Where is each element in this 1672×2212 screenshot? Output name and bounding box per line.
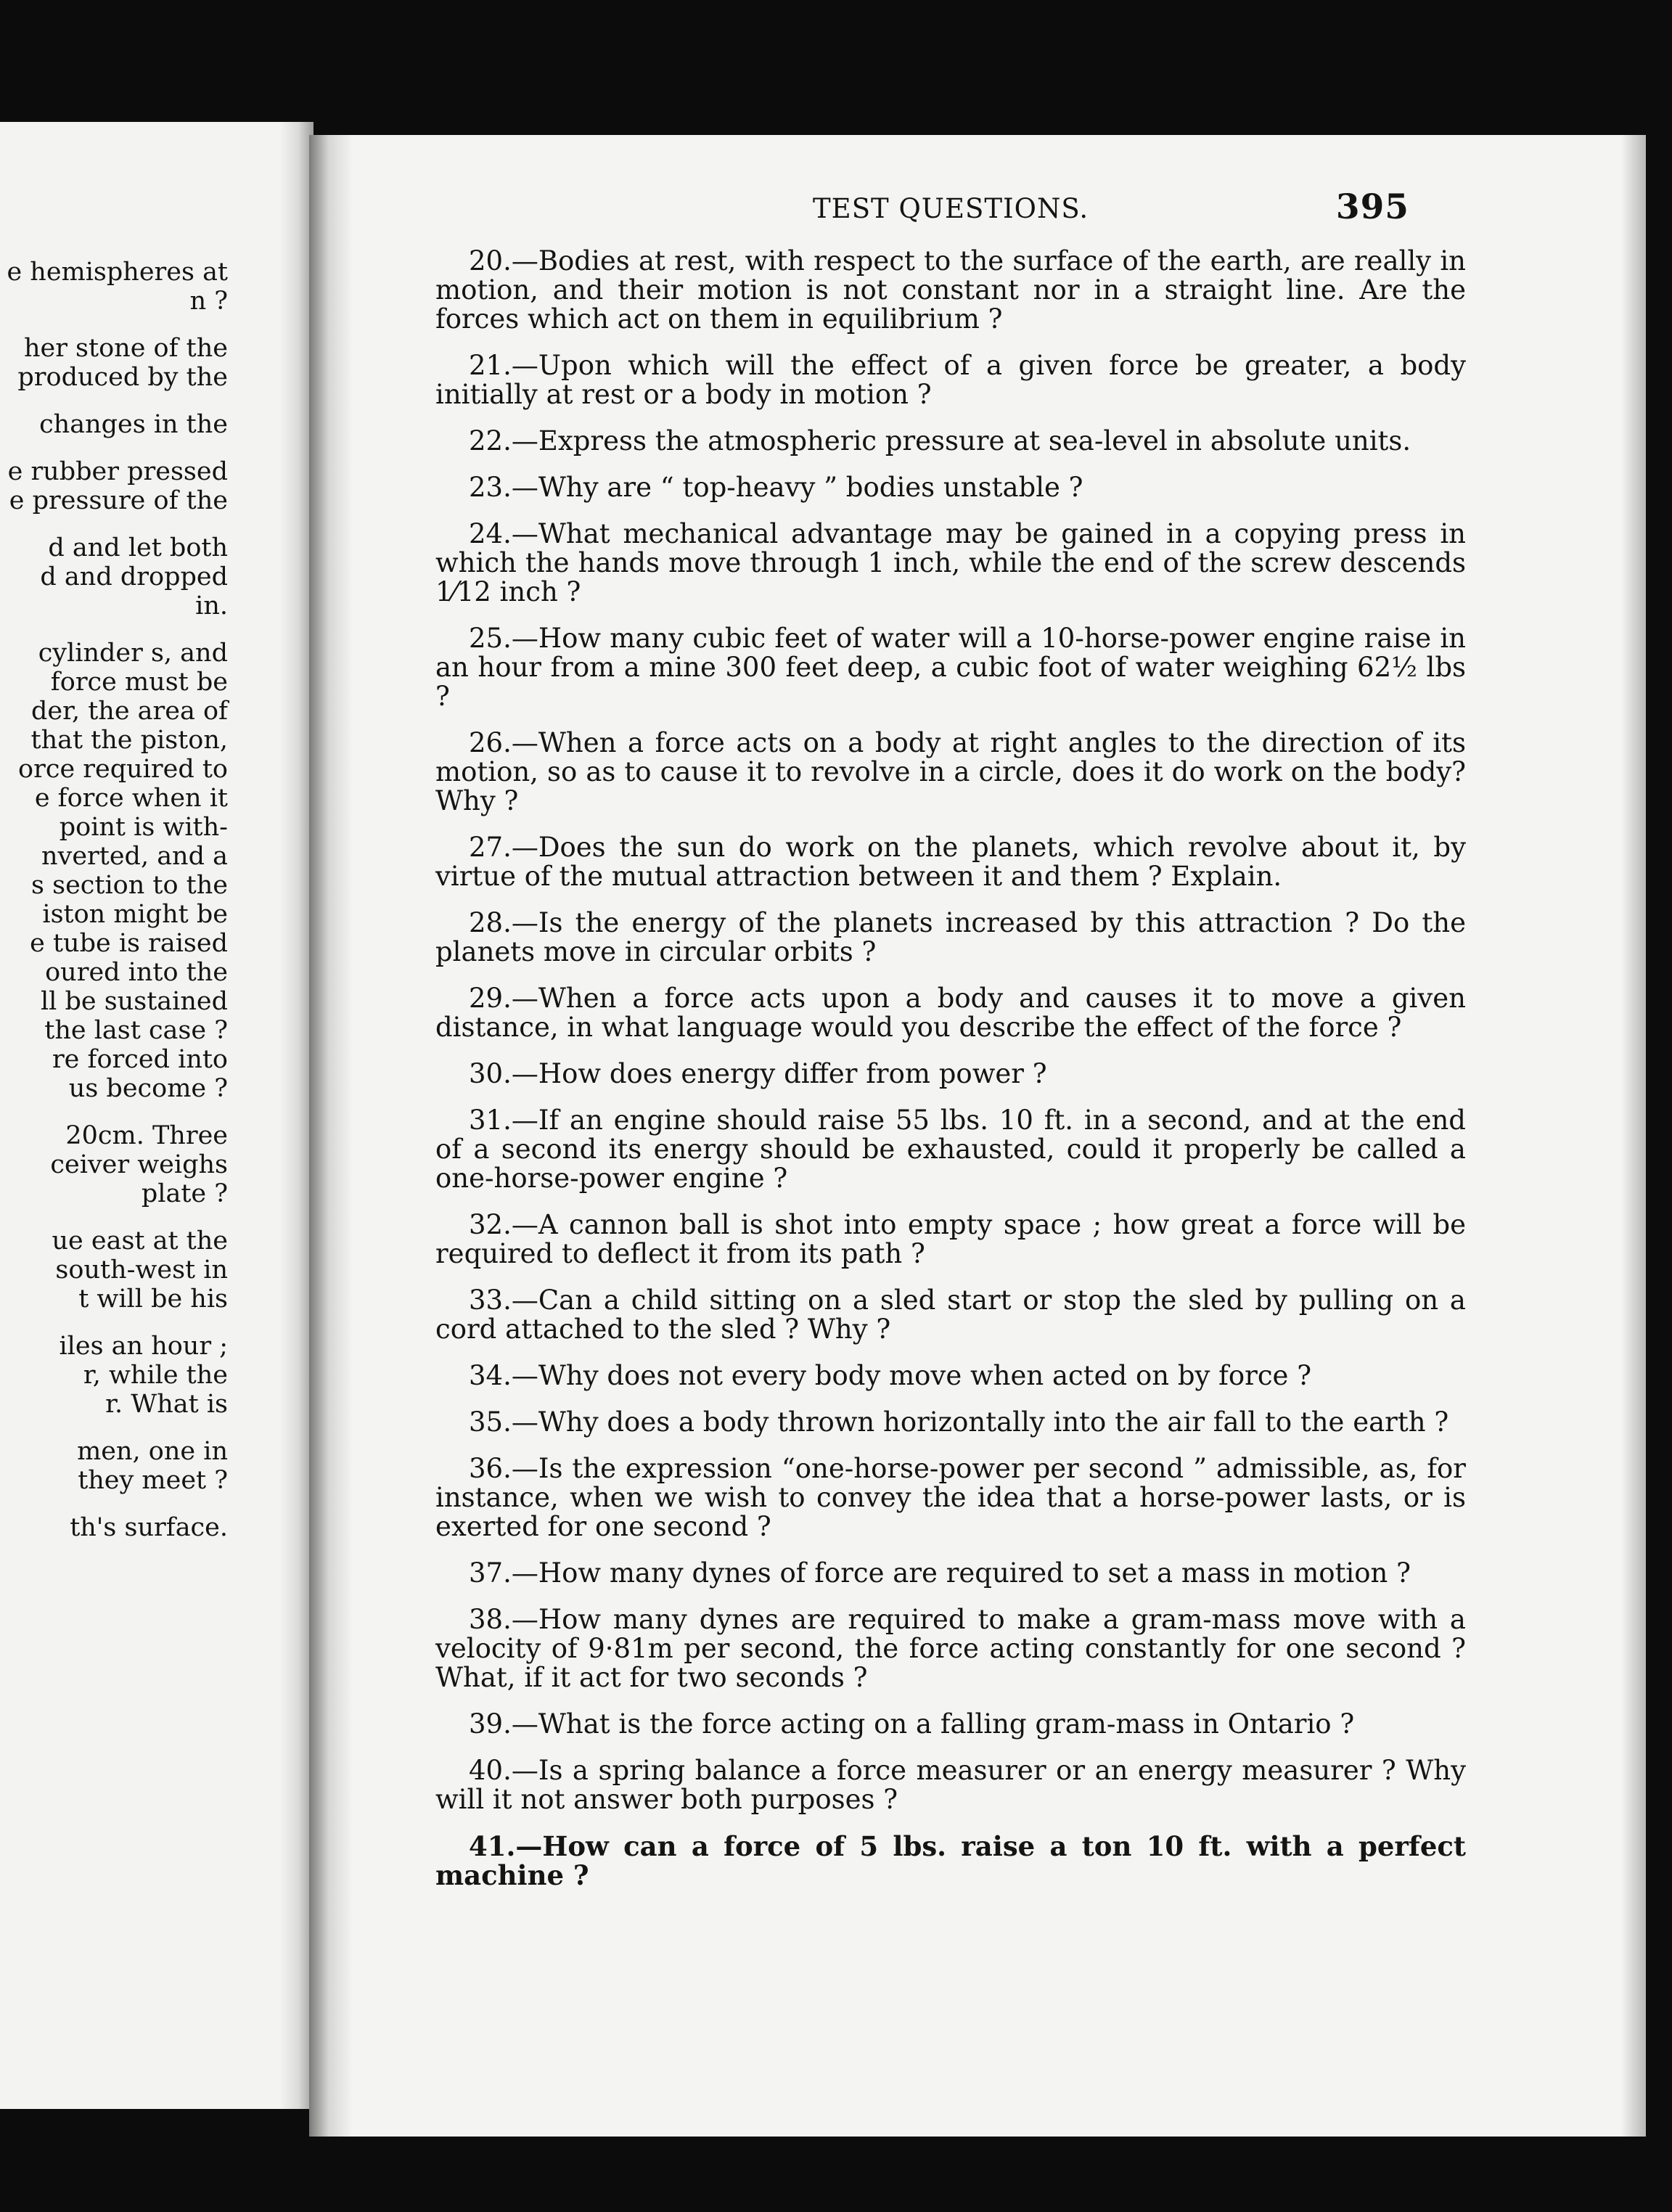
question-item: 24.—What mechanical advantage may be gained in a copying press in which the hands move through 1 inch, while the end of the screw descends 1⁄12 inch ? [435,518,1466,607]
question-item: 22.—Express the atmospheric pressure at sea-level in absolute units. [469,425,1411,456]
left-page-fragment: der, the area of [30,697,228,726]
left-page-fragment: r. What is [105,1390,228,1419]
left-page-fragment: orce required to [18,755,228,784]
question-item: 28.—Is the energy of the planets increased by this attraction ? Do the planets move in circular orbits ? [435,907,1466,967]
left-page-fragment: nverted, and a [41,842,228,871]
question-list [435,247,1466,1890]
left-page-fragment: oured into the [45,958,228,987]
left-page-fragment: t will be his [78,1285,228,1314]
left-page-fragment: her stone of the [23,334,228,363]
left-page-fragment: ue east at the [52,1226,228,1255]
left-page-fragment: south-west in [55,1255,228,1285]
left-page-fragment: that the piston, [30,726,228,755]
left-page-fragment: ll be sustained [40,987,228,1016]
page-title: TEST QUESTIONS. [813,193,1089,224]
question-item: 40.—Is a spring balance a force measurer or an energy measurer ? Why will it not answer both purposes ? [435,1755,1466,1815]
left-page-fragment: in. [195,591,228,620]
left-page-fragment: s section to the [31,871,228,900]
left-page-fragment: e force when it [34,784,228,813]
left-page-fragment: th's surface. [70,1513,228,1542]
question-item: 32.—A cannon ball is shot into empty space ; how great a force will be required to deflect it from its path ? [435,1209,1466,1269]
left-page-fragment: produced by the [17,363,228,392]
left-page-fragment: iston might be [42,900,228,929]
left-page-fragment: changes in the [39,410,228,439]
page-shadow [309,135,353,2137]
question-item: 35.—Why does a body thrown horizontally into the air fall to the earth ? [469,1406,1449,1438]
question-item: 31.—If an engine should raise 55 lbs. 10 ft. in a second, and at the end of a second its energy should be exhausted, could it properly be called a one-horse-power engine ? [435,1105,1466,1194]
left-page-fragment: e tube is raised [30,929,228,958]
running-head [508,187,1409,231]
left-page [0,122,314,2109]
left-page-fragment: the last case ? [44,1016,228,1045]
question-item: 20.—Bodies at rest, with respect to the surface of the earth, are really in motion, and their motion is not constant nor in a straight line. Are the forces which act on them in equilibrium ? [435,245,1466,335]
left-page-fragment: 20cm. Three [65,1121,228,1150]
question-item: 26.—When a force acts on a body at right angles to the direction of its motion, so as to cause it to revolve in a circle, does it do work on the body? Why ? [435,727,1466,816]
question-item: 29.—When a force acts upon a body and causes it to move a given distance, in what language would you describe the effect of the force ? [435,983,1466,1043]
left-page-fragment: e hemispheres at [7,258,228,287]
left-page-fragment: cylinder s, and [38,639,228,668]
question-item: 39.—What is the force acting on a falling gram-mass in Ontario ? [469,1708,1355,1740]
page-number: 395 [1335,187,1409,227]
question-item: 33.—Can a child sitting on a sled start or stop the sled by pulling on a cord attached to the sled ? Why ? [435,1285,1466,1345]
left-page-fragment: men, one in [77,1437,228,1466]
question-item: 41.—How can a force of 5 lbs. raise a ton 10 ft. with a perfect machine ? [435,1830,1466,1891]
left-page-fragment: iles an hour ; [59,1332,228,1361]
left-page-fragment: n ? [189,287,228,316]
left-page-fragment: d and let both [48,533,228,562]
question-item: 38.—How many dynes are required to make a gram-mass move with a velocity of 9·81m per second, the force acting constantly for one second ? What, if it act for two seconds ? [435,1604,1466,1693]
question-item: 25.—How many cubic feet of water will a 10-horse-power engine raise in an hour from a mine 300 feet deep, a cubic foot of water weighing 62½ lbs ? [435,623,1466,712]
left-page-fragment: point is with- [59,813,228,842]
left-page-fragment: e rubber pressed [7,457,228,486]
left-page-fragment: force must be [50,668,228,697]
question-item: 30.—How does energy differ from power ? [469,1058,1047,1089]
left-page-fragment: d and dropped [40,562,228,591]
left-page-fragment: they meet ? [78,1466,228,1495]
left-page-fragment: r, while the [83,1361,228,1390]
left-page-fragment: us become ? [68,1074,228,1103]
question-item: 34.—Why does not every body move when acted on by force ? [469,1360,1312,1391]
left-page-fragment: ceiver weighs [50,1150,228,1179]
page-edge [1621,135,1646,2137]
question-item: 37.—How many dynes of force are required to set a mass in motion ? [469,1557,1411,1589]
left-page-fragment: e pressure of the [9,486,228,515]
question-item: 27.—Does the sun do work on the planets, which revolve about it, by virtue of the mutual attraction between it and them ? Explain. [435,832,1466,892]
question-item: 21.—Upon which will the effect of a given force be greater, a body initially at rest or a body in motion ? [435,350,1466,410]
question-item: 36.—Is the expression “one-horse-power per second ” admissible, as, for instance, when we wish to convey the idea that a horse-power lasts, or is exerted for one second ? [435,1453,1466,1542]
left-page-fragment: plate ? [141,1179,228,1208]
question-item: 23.—Why are “ top-heavy ” bodies unstable ? [469,472,1083,503]
left-page-fragment: re forced into [52,1045,228,1074]
